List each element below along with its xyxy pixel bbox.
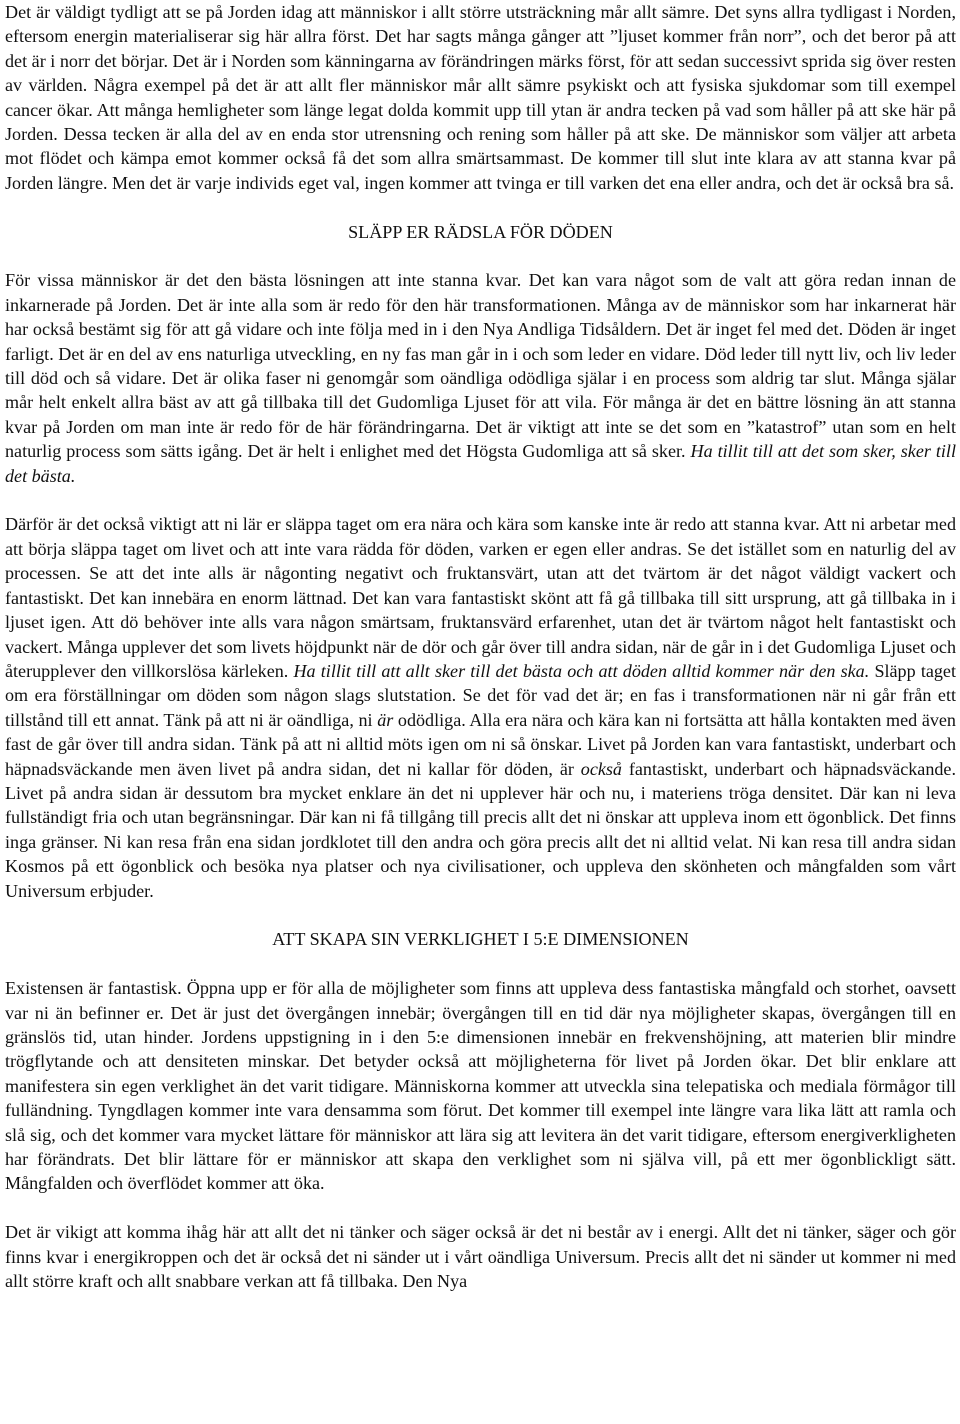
body-paragraph — [5, 268, 956, 488]
text-segment: Existensen är fantastisk. Öppna upp er för alla de möjligheter som finns att uppleva dess fantastiska mångfald och storhet, oavsett var ni än befinner er. Det är just det övergången innebär; övergången till en tid där nya möjligheter skapas, övergången till en gränslös tid, utan hinder. Jordens uppstigning in i den 5:e dimensionen innebär en frekvenshöjning, att materien blir mindre trögflytande och att densiteten minskar. Det betyder också att möjligheterna för livet på Jorden ökar. Det blir enklare att manifestera sin egen verklighet än det varit tidigare. Människorna kommer att utveckla sina telepatiska och mediala förmågor till fulländning. Tyngdlagen kommer inte vara densamma som förut. Det kommer till exempel inte längre vara lika lätt att ramla och slå sig, och det kommer vara mycket lättare för människor att lära sig att levitera än det varit tidigare, eftersom energiverkligheten har förändrats. Det blir lättare för er människor att skapa den verklighet som ni själva vill, på ett mer ögonblickligt sätt. Mångfalden och överflödet kommer att öka. — [5, 978, 956, 1194]
text-segment: Det är väldigt tydligt att se på Jorden idag att människor i allt större utsträckning mår allt sämre. Det syns allra tydligast i Norden, eftersom energin materialiserar sig här allra först. Det har sagts många gånger att ”ljuset kommer från norr”, och det beror på att det är i norr det börjar. Det är i Norden som känningarna av förändringen märks först, för att sedan successivt sprida sig över resten av världen. Några exempel på det är att allt fler människor mår allt sämre psykiskt och att fysiska sjukdomar som till exempel cancer ökar. Att många hemligheter som länge legat dolda kommit upp till ytan är andra tecken på vad som håller på att ske här på Jorden. Dessa tecken är alla del av en enda stor utrensning och rening som håller på att ske. De människor som väljer att arbeta mot flödet och kämpa emot kommer också få det som allra smärtsammast. De kommer till slut inte klara av att stanna kvar på Jorden längre. Men det är varje individs eget val, ingen kommer att tvinga er till varken det ena eller andra, och det är också bra så. — [5, 2, 956, 193]
italic-text-segment: också — [580, 758, 622, 779]
body-paragraph — [5, 976, 956, 1196]
section-heading: SLÄPP ER RÄDSLA FÖR DÖDEN — [348, 221, 613, 242]
body-paragraph — [5, 1220, 956, 1293]
text-segment: Det är vikigt att komma ihåg här att allt det ni tänker och säger också är det ni består av i energi. Allt det ni tänker, säger och gör finns kvar i energikroppen och det är också det ni sänder ut i vårt oändliga Universum. Precis allt det ni sänder ut kommer ni med allt större kraft och allt snabbare verkan att få tillbaka. Den Nya — [5, 1222, 956, 1292]
section-heading: ATT SKAPA SIN VERKLIGHET I 5:E DIMENSIONEN — [272, 929, 689, 950]
text-segment: Släpp taget om era förställningar om döden som någon slags slutstation. Se det för vad det är; en fas i transformationen när ni går från ett tillstånd till ett annat. Tänk på att ni är oändliga, ni — [5, 660, 956, 730]
document-page — [5, 0, 956, 1293]
body-paragraph — [5, 0, 956, 195]
text-segment: fantastiskt, underbart och häpnadsväckande. Livet på andra sidan är dessutom bra mycket enklare än det ni upplever här och nu, i materiens tröga densitet. Där kan ni leva fullständigt fria och utan begränsningar. Där kan ni få tillgång till precis allt det ni önskar att uppleva inom ett ögonblick. Det finns inga gränser. Ni kan resa från ena sidan jordklotet till den andra och göra precis allt det ni alltid velat. Ni kan resa till andra sidan Kosmos på ett ögonblick och besöka nya platser och nya civilisationer, och uppleva den skönheten och mångfalden som vårt Universum erbjuder. — [5, 758, 956, 901]
italic-text-segment: Ha tillit till att det som sker, sker till det bästa. — [5, 441, 956, 486]
text-segment: För vissa människor är det den bästa lösningen att inte stanna kvar. Det kan vara något som de valt att göra redan innan de inkarnerade på Jorden. Det är inte alla som är redo för den här transformationen. Många av de människor som har inkarnerat här har också bestämt sig för att gå vidare och inte följa med in i den Nya Andliga Tidsåldern. Det är inget fel med det. Döden är inget farligt. Det är en del av ens naturliga utveckling, en ny fas man går in i och som leder en vidare. Död leder till nytt liv, och liv leder till död och så vidare. Det är olika faser ni genomgår som oändliga odödliga själar i en process som aldrig tar slut. Många själar mår helt enkelt allra bäst av att gå tillbaka till det Gudomliga Ljuset för att vila. För många är det en bättre lösning än att stanna kvar på Jorden om man inte är redo för de här förändringarna. Det är viktigt att inte se det som en ”katastrof” utan som en helt naturlig process som sätts igång. Det är helt i enlighet med det Högsta Gudomliga att så sker. — [5, 270, 956, 462]
italic-text-segment: är — [377, 709, 394, 730]
italic-text-segment: Ha tillit till att allt sker till det bästa och att döden alltid kommer när den ska. — [293, 660, 870, 681]
text-segment: odödliga. Alla era nära och kära kan ni fortsätta att hålla kontakten med även fast de går över till andra sidan. Tänk på att ni alltid möts igen om ni så önskar. Livet på Jorden kan vara fantastiskt, underbart och häpnadsväckande men även livet på andra sidan, det ni kallar för döden, är — [5, 709, 956, 779]
text-segment: Därför är det också viktigt att ni lär er släppa taget om era nära och kära som kanske inte är redo att stanna kvar. Att ni arbetar med att börja släppa taget om livet och att inte vara rädda för döden, varken er egen eller andras. Se det istället som en naturlig del av processen. Se att det inte alls är någonting negativt och fruktansvärt, utan att det tvärtom är det något väldigt vackert och fantastiskt. Det kan innebära en enorm lättnad. Det kan vara fantastiskt skönt att få gå tillbaka till sitt ursprung, att gå tillbaka in i ljuset igen. Att dö behöver inte alls vara någon smärtsam, fruktansvärd erfarenhet, utan det är tvärtom något helt fantastiskt och vackert. Många upplever det som livets höjdpunkt när de dör och går över till andra sidan, när de går in i det Gudomliga Ljuset och återupplever den villkorslösa kärleken. — [5, 514, 956, 681]
body-paragraph — [5, 512, 956, 903]
